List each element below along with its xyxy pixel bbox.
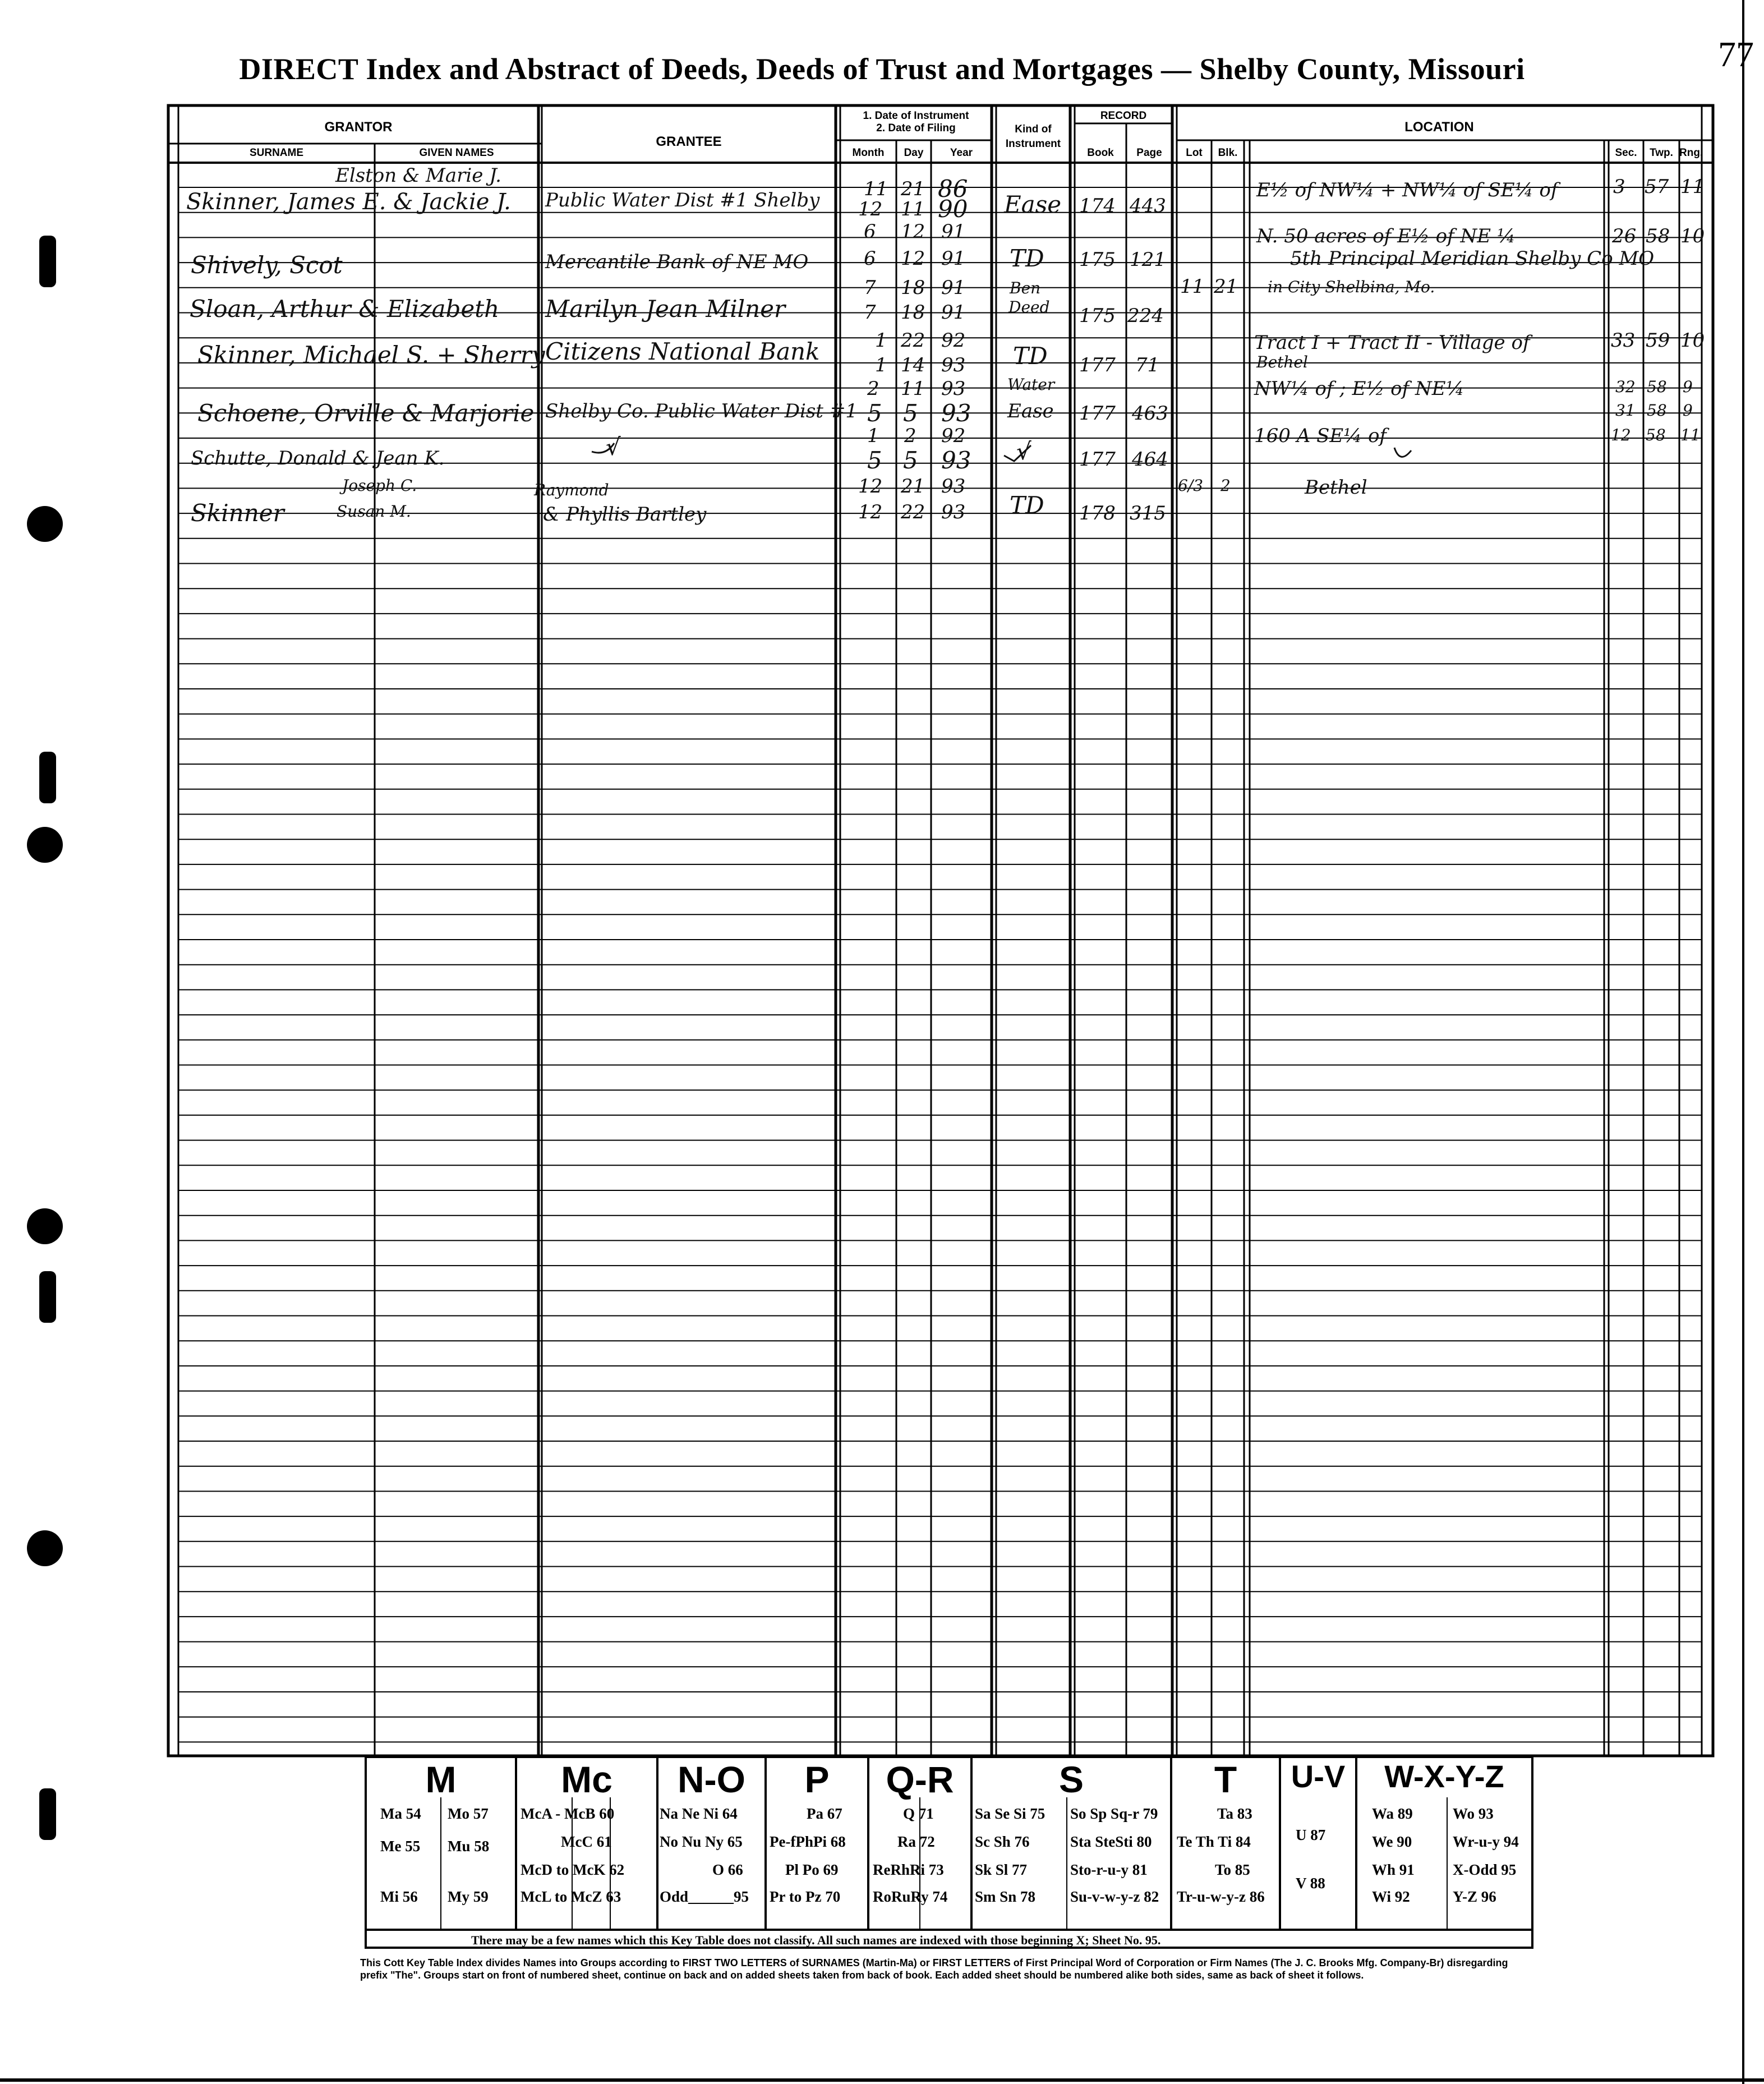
key-head-qr: Q-R (886, 1759, 954, 1800)
location-desc: 160 A SE¼ of (1254, 425, 1387, 447)
location-rng: 11 (1680, 426, 1701, 444)
location-blk: 2 (1220, 476, 1231, 495)
instrument-kind-2: Ease (1007, 400, 1054, 422)
grantor-name: Sloan, Arthur & Elizabeth (190, 295, 500, 323)
key-cell: My 59 (448, 1888, 489, 1905)
location-desc: E½ of NW¼ + NW¼ of SE¼ of (1256, 179, 1558, 201)
header-date-instrument: 1. Date of Instrument (863, 110, 969, 122)
location-rng-2: 9 (1683, 401, 1693, 420)
instrument-year: 86 (938, 175, 968, 203)
instrument-kind-1: Ben (1010, 279, 1041, 297)
key-cell: Na Ne Ni 64 (660, 1805, 738, 1822)
key-cell: U 87 (1296, 1827, 1326, 1843)
key-cell: Y-Z 96 (1453, 1888, 1496, 1905)
instrument-month: 2 (867, 378, 879, 400)
record-book: 178 (1079, 502, 1116, 525)
filing-year: 93 (941, 447, 971, 474)
key-head-s: S (1058, 1759, 1084, 1800)
filing-month: 5 (867, 447, 882, 474)
location-sec-2: 31 (1615, 401, 1636, 420)
instrument-kind-ditto: √ (1016, 438, 1031, 465)
filing-year: 93 (941, 501, 966, 523)
grantee-name: Shelby Co. Public Water Dist #1 (545, 400, 858, 422)
key-cell: Pe-fPhPi 68 (770, 1833, 846, 1850)
key-cell: Ta 83 (1217, 1805, 1252, 1822)
location-desc-2: Bethel (1256, 353, 1308, 371)
header-month: Month (852, 147, 885, 159)
page-title: DIRECT Index and Abstract of Deeds, Deeds of Trust and Mortgages — Shelby County, Missouri (239, 52, 1525, 86)
key-cell: Wr-u-y 94 (1453, 1833, 1519, 1850)
key-head-uv: U-V (1291, 1759, 1346, 1794)
grantee-alt: Raymond (534, 481, 609, 499)
key-cell: Tr-u-w-y-z 86 (1177, 1888, 1265, 1905)
key-cell: Sa Se Si 75 (975, 1805, 1045, 1822)
key-head-no: N-O (678, 1759, 745, 1800)
location-rng-1: 9 (1683, 378, 1693, 396)
instrument-year: 91 (941, 277, 966, 299)
location-desc-1: N. 50 acres of E½ of NE ¼ (1256, 225, 1516, 247)
instrument-year: 93 (941, 378, 966, 400)
key-cell: Pr to Pz 70 (770, 1888, 841, 1905)
grantee-name: Citizens National Bank (545, 338, 820, 365)
record-page: 224 (1127, 305, 1164, 327)
instrument-month: 11 (864, 178, 888, 200)
record-book: 175 (1079, 305, 1116, 327)
location-twp: 58 (1646, 426, 1666, 444)
filing-month: 5 (867, 399, 882, 427)
location-rng: 11 (1680, 176, 1705, 198)
footer-instructions: This Cott Key Table Index divides Names into Groups according to FIRST TWO LETTERS of SURNAMES (Martin-Ma) or FIRST LETTERS of First Principal Word of Corporation or Firm Names (The J. C. Brooks Mfg. Company-Br) disregarding prefix "The". Groups start on front of numbered sheet, continue on back and on added sheets taken from back of book. Each added sheet should be numbered alike both sides, same as back of sheet it follows. (360, 1957, 1508, 1981)
location-blk: 21 (1214, 275, 1238, 298)
record-book: 175 (1079, 249, 1116, 271)
header-date-filing: 2. Date of Filing (876, 122, 956, 134)
header-kind-of: Kind of (1015, 123, 1052, 135)
header-year: Year (950, 147, 973, 159)
header-page: Page (1136, 147, 1162, 159)
record-page: 315 (1130, 502, 1166, 525)
location-rng: 10 (1680, 329, 1705, 352)
header-book: Book (1087, 147, 1114, 159)
header-sec: Sec. (1615, 147, 1637, 159)
location-sec: 12 (1611, 426, 1631, 444)
grantor-given: Susan M. (337, 502, 411, 521)
location-twp: 59 (1646, 329, 1670, 352)
header-location: LOCATION (1404, 119, 1474, 135)
key-cell: Su-v-w-y-z 82 (1070, 1888, 1159, 1905)
grantor-given-alt: Joseph C. (342, 476, 417, 495)
instrument-kind: Ease (1004, 191, 1062, 218)
record-book: 174 (1079, 195, 1116, 217)
header-surname: SURNAME (249, 147, 304, 159)
header-day: Day (904, 147, 924, 159)
key-cell: To 85 (1215, 1861, 1250, 1878)
instrument-year: 92 (941, 425, 966, 447)
filing-day: 18 (901, 301, 925, 324)
filing-month: 1 (875, 354, 887, 376)
key-cell: McL to McZ 63 (521, 1888, 621, 1905)
key-cell: Pa 67 (807, 1805, 842, 1822)
filing-day: 14 (901, 354, 925, 376)
instrument-kind: TD (1010, 245, 1044, 272)
location-sec: 3 (1613, 176, 1625, 198)
key-cell: V 88 (1296, 1875, 1325, 1892)
key-cell: McC 61 (561, 1833, 612, 1850)
page-number: 77 (1718, 34, 1754, 74)
grantor-name: Schoene, Orville & Marjorie (197, 399, 535, 427)
key-head-p: P (804, 1759, 830, 1800)
filing-month: 6 (864, 247, 876, 270)
filing-year: 91 (941, 247, 966, 270)
record-book: 177 (1079, 402, 1116, 425)
instrument-month: 1 (867, 425, 879, 447)
key-cell: So Sp Sq-r 79 (1070, 1805, 1158, 1822)
location-desc: NW¼ of ; E½ of NE¼ (1254, 378, 1464, 400)
record-page: 443 (1130, 195, 1166, 217)
header-grantor: GRANTOR (324, 119, 393, 135)
filing-month: 12 (858, 198, 883, 220)
grantee-name: Marilyn Jean Milner (545, 295, 786, 323)
location-desc: Bethel (1305, 476, 1367, 499)
grantor-name: Skinner, Michael S. + Sherry (197, 341, 545, 369)
location-twp-1: 58 (1647, 378, 1667, 396)
header-record: RECORD (1100, 110, 1147, 122)
header-blk: Blk. (1218, 147, 1238, 159)
record-page: 463 (1132, 402, 1168, 425)
location-sec: 26 (1612, 225, 1637, 247)
instrument-year: 92 (941, 329, 966, 352)
location-twp-2: 58 (1647, 401, 1667, 420)
grantor-name: Skinner (191, 499, 284, 527)
instrument-day: 18 (901, 277, 925, 299)
location-lot: 6/3 (1178, 476, 1204, 495)
instrument-month: 1 (875, 329, 887, 352)
filing-day: 5 (903, 447, 918, 474)
instrument-day: 2 (904, 425, 916, 447)
instrument-kind: TD (1010, 491, 1044, 519)
instrument-day: 21 (901, 178, 925, 200)
key-cell: No Nu Ny 65 (660, 1833, 743, 1850)
header-grantee: GRANTEE (656, 134, 722, 149)
instrument-day: 12 (901, 220, 925, 243)
instrument-year: 91 (941, 220, 966, 243)
instrument-month: 12 (858, 475, 883, 498)
location-sec-1: 32 (1615, 378, 1636, 396)
record-book: 177 (1079, 448, 1116, 471)
key-cell: Q 71 (903, 1805, 934, 1822)
grantor-name: Shively, Scot (191, 251, 343, 279)
filing-year: 90 (938, 195, 968, 223)
key-cell: X-Odd 95 (1453, 1861, 1517, 1878)
location-desc-1: Tract I + Tract II - Village of (1254, 332, 1530, 354)
key-cell: McD to McK 62 (521, 1861, 625, 1878)
location-twp: 58 (1646, 225, 1670, 247)
filing-day: 11 (901, 198, 925, 220)
filing-day: 12 (901, 247, 925, 270)
key-cell: Me 55 (380, 1838, 421, 1855)
key-cell: O 66 (712, 1861, 743, 1878)
instrument-month: 6 (864, 220, 876, 243)
key-cell: McA - McB 60 (521, 1805, 615, 1822)
key-cell: Sto-r-u-y 81 (1070, 1861, 1148, 1878)
filing-year: 93 (941, 399, 971, 427)
instrument-year: 93 (941, 475, 966, 498)
grantor-name: Skinner, James E. & Jackie J. (186, 189, 511, 215)
key-cell: Wh 91 (1372, 1861, 1415, 1878)
key-head-m: M (425, 1759, 457, 1800)
key-cell: Mu 58 (448, 1838, 490, 1855)
key-cell: Sm Sn 78 (975, 1888, 1036, 1905)
key-cell: Odd______95 (660, 1888, 749, 1905)
key-cell: Sk Sl 77 (975, 1861, 1028, 1878)
header-twp: Twp. (1650, 147, 1673, 159)
grantee-name: Public Water Dist #1 Shelby (545, 189, 820, 211)
key-cell: Sta SteSti 80 (1070, 1833, 1152, 1850)
key-cell: Ra 72 (897, 1833, 935, 1850)
record-book: 177 (1079, 354, 1116, 376)
location-lot: 11 (1180, 275, 1205, 298)
record-page: 121 (1130, 249, 1166, 271)
filing-month: 7 (864, 301, 876, 324)
key-cell: Te Th Ti 84 (1177, 1833, 1251, 1850)
key-cell: Wi 92 (1372, 1888, 1410, 1905)
key-cell: Mi 56 (380, 1888, 418, 1905)
key-cell: Sc Sh 76 (975, 1833, 1030, 1850)
grantee-name: Mercantile Bank of NE MO (545, 251, 809, 273)
instrument-kind-2: Deed (1008, 298, 1050, 316)
instrument-kind-1: Water (1007, 375, 1055, 394)
key-cell: ReRhRi 73 (873, 1861, 944, 1878)
grantee-ditto: √ (606, 433, 621, 461)
header-instrument: Instrument (1005, 138, 1061, 150)
filing-year: 93 (941, 354, 966, 376)
grantor-name: Schutte, Donald & Jean K. (191, 447, 445, 470)
grantor-given-alt: Elston & Marie J. (335, 164, 501, 187)
key-cell: Ma 54 (380, 1805, 421, 1822)
key-cell: Wa 89 (1372, 1805, 1413, 1822)
key-table-note: There may be a few names which this Key Table does not classify. All such names are indexed with those beginning X; Sheet No. 95. (471, 1933, 1161, 1947)
location-sec: 33 (1611, 329, 1636, 352)
filing-year: 91 (941, 301, 966, 324)
key-cell: RoRuRy 74 (873, 1888, 948, 1905)
filing-month: 12 (858, 501, 883, 523)
header-given-names: GIVEN NAMES (419, 147, 494, 159)
location-rng: 10 (1680, 225, 1705, 247)
location-desc: in City Shelbina, Mo. (1268, 278, 1435, 296)
instrument-day: 21 (901, 475, 925, 498)
grantee-name: & Phyllis Bartley (543, 503, 707, 526)
instrument-kind: TD (1013, 342, 1048, 370)
key-cell: Pl Po 69 (785, 1861, 839, 1878)
record-page: 464 (1132, 448, 1168, 471)
key-head-t: T (1214, 1759, 1237, 1800)
instrument-day: 22 (901, 329, 925, 352)
key-head-wxyz: W-X-Y-Z (1384, 1759, 1504, 1794)
header-lot: Lot (1186, 147, 1203, 159)
header-rng: Rng. (1679, 147, 1703, 159)
key-cell: Mo 57 (448, 1805, 489, 1822)
record-page: 71 (1135, 354, 1160, 376)
filing-day: 5 (903, 399, 918, 427)
key-cell: Wo 93 (1453, 1805, 1494, 1822)
location-desc-2: 5th Principal Meridian Shelby Co MO (1290, 247, 1655, 270)
instrument-month: 7 (864, 277, 876, 299)
key-cell: We 90 (1372, 1833, 1412, 1850)
instrument-day: 11 (901, 378, 925, 400)
filing-day: 22 (901, 501, 925, 523)
key-head-mc: Mc (561, 1759, 612, 1800)
location-twp: 57 (1645, 176, 1669, 198)
